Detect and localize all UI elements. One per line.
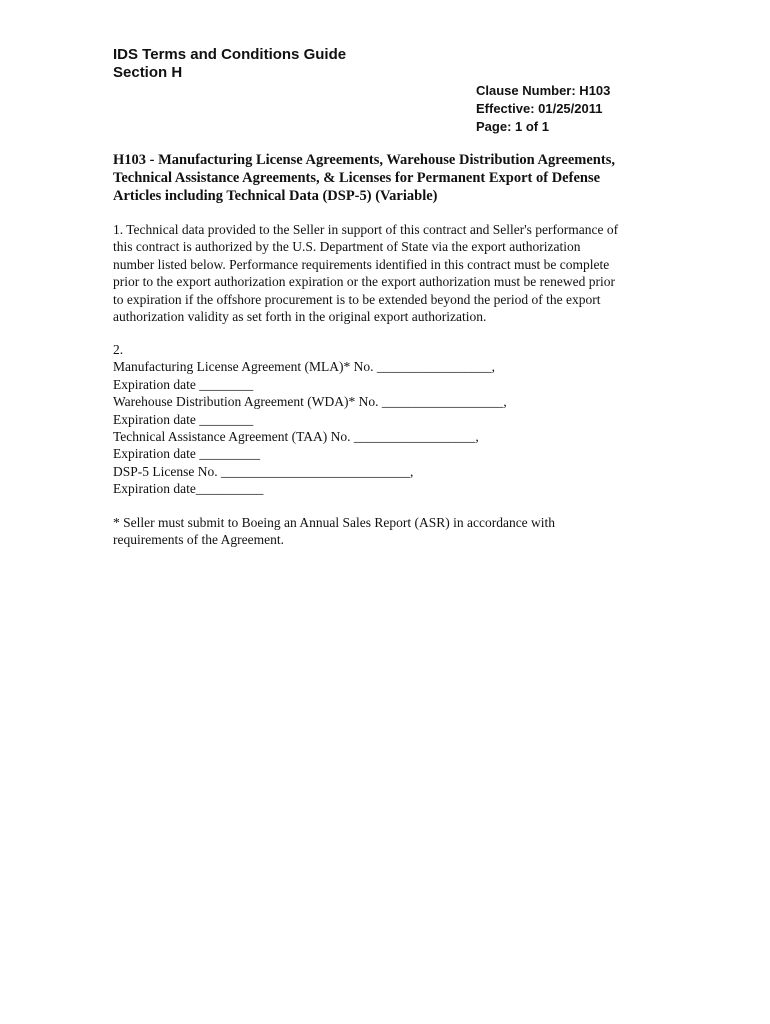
taa-number-field: Technical Assistance Agreement (TAA) No. __________________,: [113, 429, 479, 445]
dsp5-expiration-field: Expiration date__________: [113, 481, 264, 497]
document-header: [113, 46, 346, 82]
footnote: [113, 514, 658, 549]
footnote-line: * Seller must submit to Boeing an Annual Sales Report (ASR) in accordance with: [113, 515, 556, 530]
paragraph-1: [113, 221, 658, 325]
paragraph-line: to expiration if the offshore procurement is to be extended beyond the period of the export: [113, 291, 601, 307]
paragraph-line: number listed below. Performance requirements identified in this contract must be complete: [113, 256, 610, 272]
effective-date: Effective: 01/25/2011: [476, 101, 603, 116]
guide-title: IDS Terms and Conditions Guide: [113, 46, 347, 63]
paragraph-line: authorization validity as set forth in the original export authorization.: [113, 309, 487, 325]
clause-info: [476, 82, 610, 136]
clause-number: Clause Number: H103: [476, 83, 611, 98]
mla-number-field: Manufacturing License Agreement (MLA)* No. _________________,: [113, 359, 496, 375]
wda-expiration-field: Expiration date ________: [113, 411, 254, 427]
paragraph-line: 1. Technical data provided to the Seller in support of this contract and Seller's performance of: [113, 222, 619, 237]
clause-title: [113, 151, 653, 205]
wda-number-field: Warehouse Distribution Agreement (WDA)* No. __________________,: [113, 394, 507, 410]
item-number: 2.: [113, 342, 124, 357]
clause-title-line: H103 - Manufacturing License Agreements, Warehouse Distribution Agreements,: [113, 152, 615, 168]
paragraph-2-agreements: [113, 341, 658, 498]
page-number: Page: 1 of 1: [476, 119, 549, 134]
footnote-line: requirements of the Agreement.: [113, 532, 284, 548]
paragraph-line: this contract is authorized by the U.S. Department of State via the export authorization: [113, 239, 581, 255]
mla-expiration-field: Expiration date ________: [113, 376, 254, 392]
section-label: Section H: [113, 64, 183, 81]
dsp5-license-field: DSP-5 License No. ____________________________,: [113, 463, 414, 479]
clause-title-line: Technical Assistance Agreements, & Licenses for Permanent Export of Defense: [113, 170, 601, 186]
taa-expiration-field: Expiration date _________: [113, 446, 260, 462]
clause-title-line: Articles including Technical Data (DSP-5) (Variable): [113, 188, 438, 204]
paragraph-line: prior to the export authorization expiration or the export authorization must be renewed prior: [113, 274, 615, 290]
